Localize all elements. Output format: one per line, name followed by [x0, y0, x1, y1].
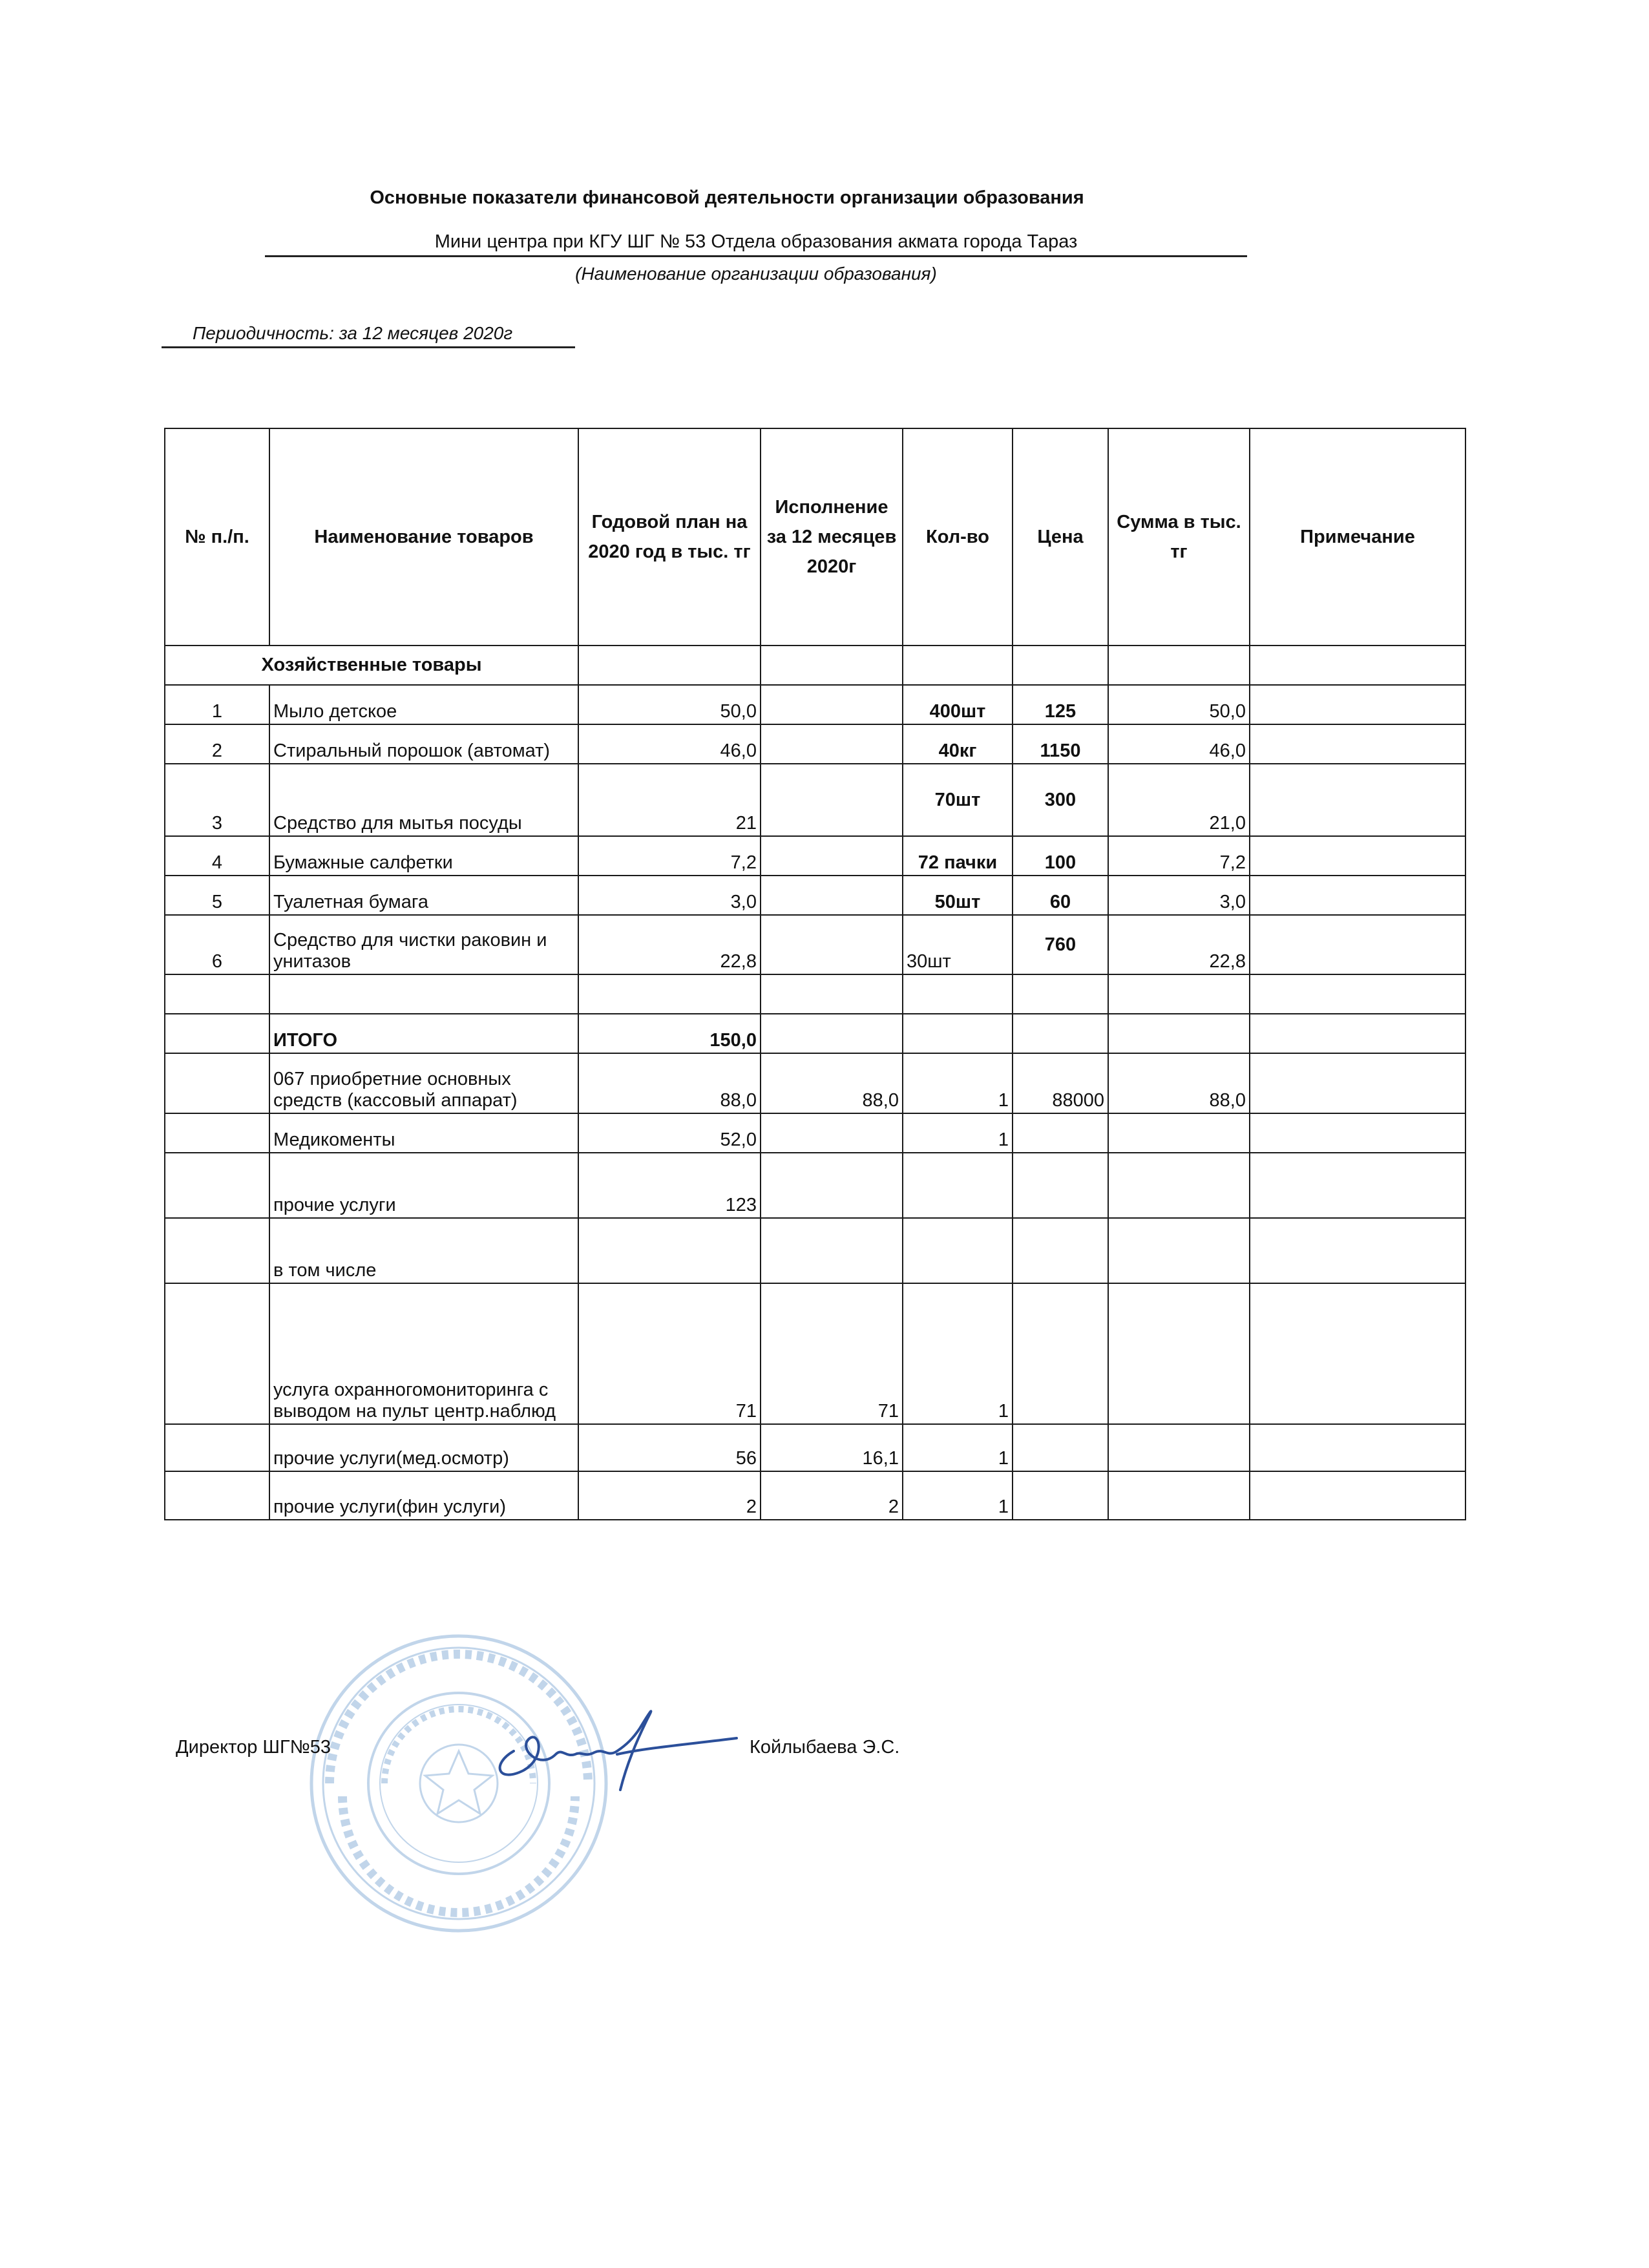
row-exec — [761, 836, 903, 876]
row-price: 88000 — [1013, 1053, 1108, 1113]
row-num: 5 — [165, 876, 269, 915]
row-exec — [761, 1218, 903, 1283]
row-exec: 71 — [761, 1283, 903, 1424]
row-sum: 88,0 — [1108, 1053, 1250, 1113]
row-name: 067 приобретние основных средств (кассовый аппарат) — [269, 1053, 578, 1113]
row-price: 125 — [1013, 685, 1108, 724]
row-price — [1013, 1218, 1108, 1283]
row-qty: 70шт — [903, 764, 1013, 836]
row-price: 300 — [1013, 764, 1108, 836]
row-price — [1013, 1424, 1108, 1471]
table-row — [165, 1053, 1465, 1113]
row-name: Туалетная бумага — [269, 876, 578, 915]
row-name: прочие услуги — [269, 1153, 578, 1218]
row-exec: 16,1 — [761, 1424, 903, 1471]
organization-caption: (Наименование организации образования) — [575, 264, 937, 284]
row-plan: 22,8 — [578, 915, 761, 974]
row-price — [1013, 1283, 1108, 1424]
col-price-header: Цена — [1013, 428, 1108, 646]
row-plan: 46,0 — [578, 724, 761, 764]
row-plan: 21 — [578, 764, 761, 836]
row-plan: 71 — [578, 1283, 761, 1424]
row-plan: 7,2 — [578, 836, 761, 876]
signatory-role: Директор ШГ№53 — [176, 1737, 331, 1758]
total-row — [165, 1014, 1465, 1053]
section-row — [165, 646, 1465, 685]
row-sum: 50,0 — [1108, 685, 1250, 724]
row-sum — [1108, 1218, 1250, 1283]
table-row — [165, 1283, 1465, 1424]
row-sum — [1108, 1283, 1250, 1424]
row-plan: 50,0 — [578, 685, 761, 724]
col-plan-header: Годовой план на 2020 год в тыс. тг — [578, 428, 761, 646]
table-row — [165, 685, 1465, 724]
row-sum — [1108, 1153, 1250, 1218]
periodicity: Периодичность: за 12 месяцев 2020г — [162, 323, 575, 348]
row-qty: 50шт — [903, 876, 1013, 915]
row-sum: 46,0 — [1108, 724, 1250, 764]
table-row — [165, 1113, 1465, 1153]
row-sum: 22,8 — [1108, 915, 1250, 974]
row-qty: 1 — [903, 1471, 1013, 1520]
row-qty: 72 пачки — [903, 836, 1013, 876]
table-row — [165, 724, 1465, 764]
row-plan: 88,0 — [578, 1053, 761, 1113]
row-name: услуга охранногомониторинга с выводом на пульт центр.наблюд — [269, 1283, 578, 1424]
table-row — [165, 915, 1465, 974]
row-exec — [761, 685, 903, 724]
organization-name: Мини центра при КГУ ШГ № 53 Отдела образования акмата города Тараз — [265, 231, 1247, 257]
row-num: 4 — [165, 836, 269, 876]
row-plan: 56 — [578, 1424, 761, 1471]
row-note — [1250, 724, 1465, 764]
header-row — [165, 428, 1465, 646]
table-row — [165, 1471, 1465, 1520]
row-qty: 1 — [903, 1113, 1013, 1153]
col-sum-header: Сумма в тыс. тг — [1108, 428, 1250, 646]
total-plan: 150,0 — [578, 1014, 761, 1053]
row-name: Медикоменты — [269, 1113, 578, 1153]
table-row — [165, 1424, 1465, 1471]
row-qty: 1 — [903, 1424, 1013, 1471]
row-price — [1013, 1113, 1108, 1153]
table-row — [165, 764, 1465, 836]
row-exec — [761, 764, 903, 836]
row-num: 6 — [165, 915, 269, 974]
row-price: 100 — [1013, 836, 1108, 876]
row-qty: 1 — [903, 1283, 1013, 1424]
col-note-header: Примечание — [1250, 428, 1465, 646]
row-name: Бумажные салфетки — [269, 836, 578, 876]
row-price: 60 — [1013, 876, 1108, 915]
row-note — [1250, 876, 1465, 915]
empty-row — [165, 974, 1465, 1014]
row-name: прочие услуги(мед.осмотр) — [269, 1424, 578, 1471]
row-plan: 52,0 — [578, 1113, 761, 1153]
row-qty: 40кг — [903, 724, 1013, 764]
row-note — [1250, 915, 1465, 974]
row-exec — [761, 1113, 903, 1153]
row-name: Средство для мытья посуды — [269, 764, 578, 836]
row-qty: 30шт — [903, 915, 1013, 974]
row-name: Стиральный порошок (автомат) — [269, 724, 578, 764]
row-sum — [1108, 1113, 1250, 1153]
row-note — [1250, 764, 1465, 836]
row-exec: 2 — [761, 1471, 903, 1520]
row-num: 1 — [165, 685, 269, 724]
row-plan: 123 — [578, 1153, 761, 1218]
col-qty-header: Кол-во — [903, 428, 1013, 646]
row-num: 3 — [165, 764, 269, 836]
row-name: Мыло детское — [269, 685, 578, 724]
row-sum: 7,2 — [1108, 836, 1250, 876]
row-price: 1150 — [1013, 724, 1108, 764]
row-exec: 88,0 — [761, 1053, 903, 1113]
signature — [478, 1693, 750, 1803]
row-sum — [1108, 1471, 1250, 1520]
row-num: 2 — [165, 724, 269, 764]
row-price — [1013, 1471, 1108, 1520]
row-qty — [903, 1153, 1013, 1218]
total-label: ИТОГО — [269, 1014, 578, 1053]
table-row — [165, 836, 1465, 876]
signatory-name: Койлыбаева Э.С. — [750, 1737, 900, 1758]
table-row — [165, 876, 1465, 915]
row-sum: 21,0 — [1108, 764, 1250, 836]
row-qty — [903, 1218, 1013, 1283]
row-exec — [761, 915, 903, 974]
row-price — [1013, 1153, 1108, 1218]
table-row — [165, 1218, 1465, 1283]
row-name: в том числе — [269, 1218, 578, 1283]
row-qty: 400шт — [903, 685, 1013, 724]
row-price: 760 — [1013, 915, 1108, 974]
row-exec — [761, 724, 903, 764]
row-name: прочие услуги(фин услуги) — [269, 1471, 578, 1520]
document-title: Основные показатели финансовой деятельности организации образования — [370, 187, 1084, 208]
row-plan — [578, 1218, 761, 1283]
col-num-header: № п./п. — [165, 428, 269, 646]
row-plan: 3,0 — [578, 876, 761, 915]
row-note — [1250, 836, 1465, 876]
row-qty: 1 — [903, 1053, 1013, 1113]
row-sum: 3,0 — [1108, 876, 1250, 915]
col-exec-header: Исполнение за 12 месяцев 2020г — [761, 428, 903, 646]
row-plan: 2 — [578, 1471, 761, 1520]
row-sum — [1108, 1424, 1250, 1471]
col-name-header: Наименование товаров — [269, 428, 578, 646]
row-name: Средство для чистки раковин и унитазов — [269, 915, 578, 974]
row-exec — [761, 876, 903, 915]
row-note — [1250, 685, 1465, 724]
section-title: Хозяйственные товары — [165, 646, 578, 685]
table-row — [165, 1153, 1465, 1218]
financial-table — [164, 428, 1466, 1520]
row-exec — [761, 1153, 903, 1218]
